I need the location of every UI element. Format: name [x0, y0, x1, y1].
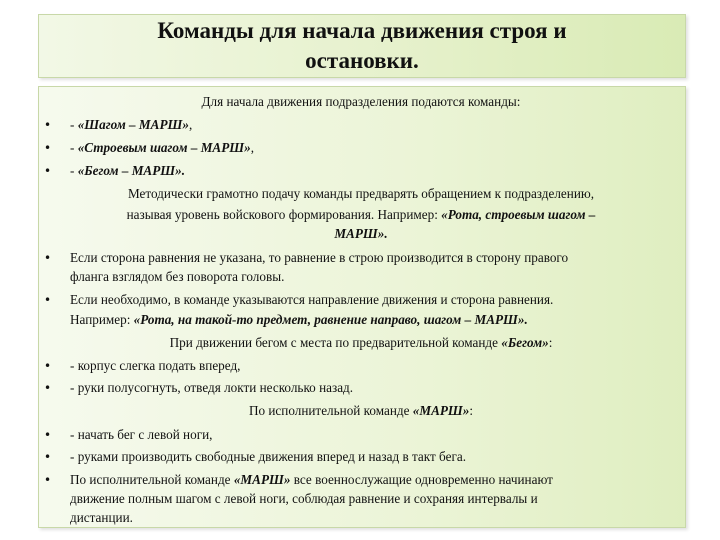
title-box — [38, 14, 686, 78]
bullet-2: • — [44, 141, 52, 155]
method-line-1: Методически грамотно подачу команды предварять обращением к подразделению, — [127, 186, 595, 201]
slide-title — [157, 16, 566, 76]
body-forward-line: - корпус слегка подать вперед, — [70, 358, 241, 373]
bullet-7: • — [44, 381, 52, 395]
bullet-5: • — [44, 293, 52, 307]
method-line-3: МАРШ». — [334, 226, 388, 241]
arms-motion-line: - руками производить свободные движения вперед и назад в такт бега. — [70, 449, 467, 464]
title-line-1: Команды для начала движения строя и — [157, 18, 567, 43]
arms-line: - руки полусогнуть, отведя локти несколько назад. — [70, 380, 354, 395]
march-line-1: По исполнительной команде «МАРШ» все военнослужащие одновременно начинают — [70, 472, 553, 487]
alignment-line-2: фланга взглядом без поворота головы. — [70, 269, 285, 284]
alignment-line-1: Если сторона равнения не указана, то равнение в строю производится в сторону правого — [70, 250, 569, 265]
direction-line-1: Если необходимо, в команде указываются направление движения и сторона равнения. — [70, 292, 554, 307]
command-drill-step: - «Строевым шагом – МАРШ», — [70, 140, 255, 155]
command-run: - «Бегом – МАРШ». — [70, 163, 186, 178]
bullet-10: • — [44, 473, 52, 487]
march-line-3: дистанции. — [70, 510, 133, 525]
title-line-2: остановки. — [305, 48, 419, 73]
run-prelim-line: При движении бегом с места по предварительной команде «Бегом»: — [169, 335, 553, 350]
direction-line-2: Например: «Рота, на такой-то предмет, равнение направо, шагом – МАРШ». — [70, 312, 528, 327]
march-line-2: движение полным шагом с левой ноги, соблюдая равнение и сохраняя интервалы и — [70, 491, 538, 506]
bullet-1: • — [44, 118, 52, 132]
intro-line: Для начала движения подразделения подаются команды: — [201, 94, 521, 109]
start-run-line: - начать бег с левой ноги, — [70, 427, 213, 442]
exec-command-line: По исполнительной команде «МАРШ»: — [248, 403, 474, 418]
bullet-3: • — [44, 164, 52, 178]
command-step: - «Шагом – МАРШ», — [70, 117, 193, 132]
bullet-8: • — [44, 428, 52, 442]
bullet-4: • — [44, 251, 52, 265]
bullet-6: • — [44, 359, 52, 373]
bullet-9: • — [44, 450, 52, 464]
method-line-2: называя уровень войскового формирования. Например: «Рота, строевым шагом – — [126, 207, 596, 222]
